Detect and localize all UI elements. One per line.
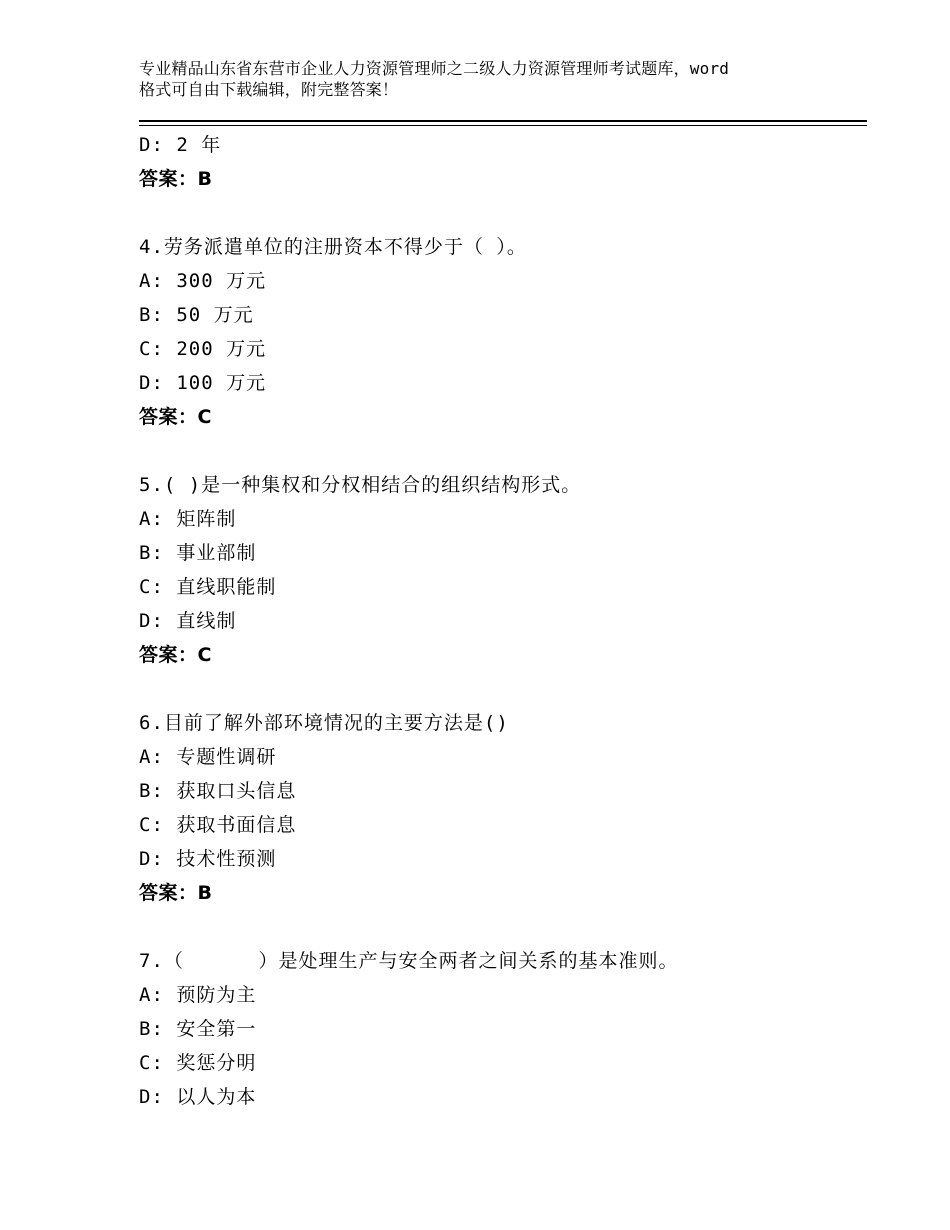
- question-6-option-c: C: 获取书面信息: [139, 814, 297, 836]
- document-header: [139, 58, 839, 100]
- header-rule-thick: [139, 120, 867, 122]
- question-7-option-d: D: 以人为本: [139, 1086, 257, 1108]
- question-4-option-d: D: 100 万元: [139, 372, 267, 394]
- question-5-option-c: C: 直线职能制: [139, 576, 277, 598]
- spacer: [139, 196, 859, 230]
- prev-option-d: D: 2 年: [139, 134, 222, 156]
- question-4-option-a: A: 300 万元: [139, 270, 267, 292]
- question-6-stem: 6.目前了解外部环境情况的主要方法是(): [139, 712, 509, 734]
- question-7-option-c: C: 奖惩分明: [139, 1052, 257, 1074]
- question-5-option-a: A: 矩阵制: [139, 508, 237, 530]
- question-6-option-b: B: 获取口头信息: [139, 780, 297, 802]
- question-6-answer: 答案：B: [139, 882, 213, 904]
- question-4-stem: 4.劳务派遣单位的注册资本不得少于（ ）。: [139, 236, 527, 258]
- header-title-line-1: 专业精品山东省东营市企业人力资源管理师之二级人力资源管理师考试题库，word: [139, 59, 730, 78]
- question-4-option-c: C: 200 万元: [139, 338, 267, 360]
- spacer: [139, 910, 859, 944]
- question-4-option-b: B: 50 万元: [139, 304, 254, 326]
- prev-answer: 答案：B: [139, 168, 213, 190]
- question-7-stem: 7.（ ）是处理生产与安全两者之间关系的基本准则。: [139, 950, 679, 972]
- question-5-stem: 5.( )是一种集权和分权相结合的组织结构形式。: [139, 474, 582, 496]
- question-7-option-b: B: 安全第一: [139, 1018, 257, 1040]
- header-rule-thin: [139, 125, 867, 126]
- question-4-answer: 答案：C: [139, 406, 212, 428]
- question-5-option-b: B: 事业部制: [139, 542, 257, 564]
- header-title-line-2: 格式可自由下载编辑，附完整答案！: [139, 80, 399, 99]
- question-6-option-a: A: 专题性调研: [139, 746, 277, 768]
- spacer: [139, 434, 859, 468]
- question-5-answer: 答案：C: [139, 644, 212, 666]
- question-list: [139, 128, 859, 1114]
- question-5-option-d: D: 直线制: [139, 610, 237, 632]
- spacer: [139, 672, 859, 706]
- question-6-option-d: D: 技术性预测: [139, 848, 277, 870]
- question-7-option-a: A: 预防为主: [139, 984, 257, 1006]
